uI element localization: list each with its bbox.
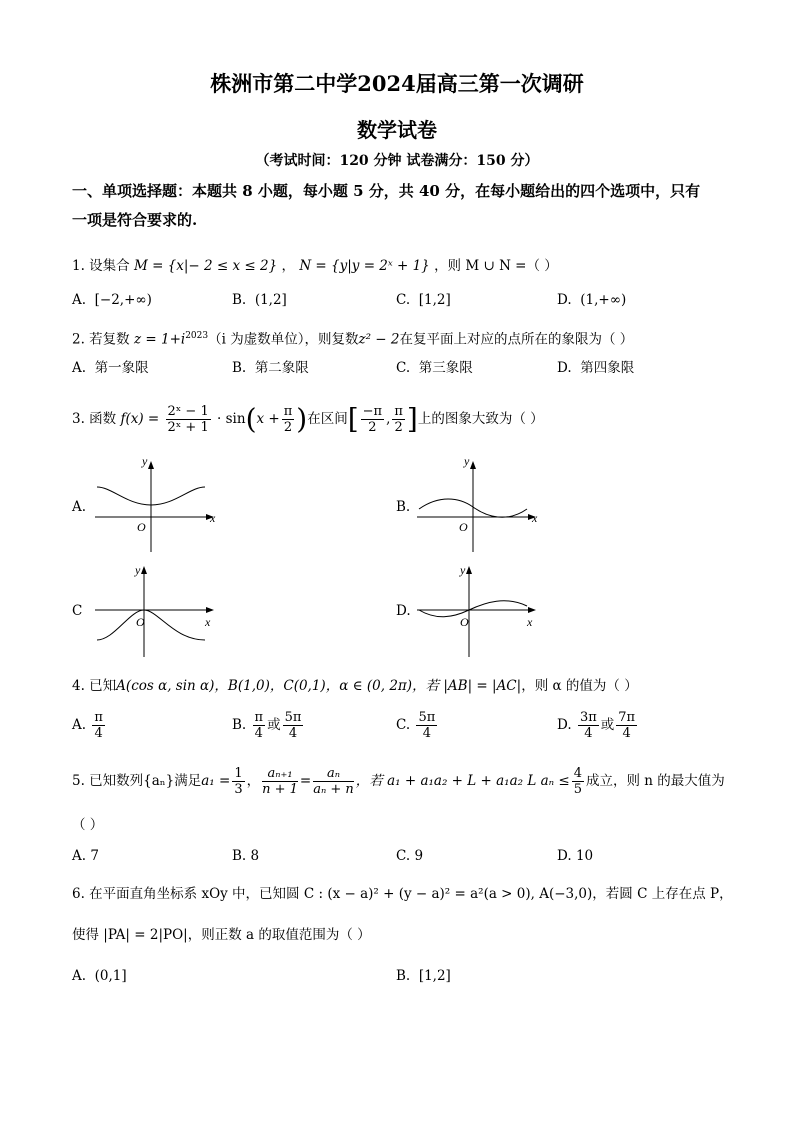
option-text: [−2,+∞) bbox=[94, 292, 152, 308]
option-or: 或 bbox=[267, 717, 281, 733]
q4-ask: ，则 α 的值为（ ） bbox=[521, 678, 638, 694]
pi-den: 2 bbox=[283, 420, 293, 435]
option-label: B. bbox=[232, 360, 247, 376]
option-or: 或 bbox=[600, 717, 615, 733]
pi-num: π bbox=[283, 404, 293, 419]
q3-fraction bbox=[166, 404, 211, 435]
option-text: 7 bbox=[90, 848, 99, 864]
q2-prefix: 2. 若复数 bbox=[72, 331, 130, 348]
option-label: B. bbox=[232, 848, 247, 864]
graph-b-label[interactable]: B. bbox=[396, 499, 411, 515]
q5-ask: 成立，则 n 的最大值为 bbox=[586, 773, 725, 789]
neg-pi-den: 2 bbox=[368, 420, 377, 435]
origin-label: O bbox=[136, 615, 145, 629]
option-frac bbox=[92, 710, 105, 741]
pos-pi-num: π bbox=[394, 404, 403, 419]
curve-c bbox=[97, 610, 205, 640]
frac-num: aₙ bbox=[313, 766, 354, 782]
frac-num: aₙ₊₁ bbox=[262, 766, 298, 782]
neg-pi-num: −π bbox=[362, 404, 383, 419]
x-label: x bbox=[527, 615, 533, 629]
q3-inner-x: x + bbox=[256, 411, 280, 427]
y-arrow bbox=[141, 566, 147, 574]
option-frac bbox=[253, 710, 266, 741]
q1-option-c[interactable] bbox=[396, 290, 451, 310]
pos-pi-den: 2 bbox=[394, 420, 403, 435]
option-text: 第三象限 bbox=[418, 360, 473, 376]
q1-option-d[interactable] bbox=[557, 290, 626, 310]
question-3 bbox=[72, 404, 544, 435]
origin-label: O bbox=[460, 615, 469, 629]
option-label: A. bbox=[72, 292, 87, 308]
option-label: A. bbox=[72, 360, 87, 376]
q3-fx: f(x) = bbox=[120, 411, 160, 427]
y-label: y bbox=[460, 563, 466, 577]
section-heading bbox=[72, 177, 732, 235]
q1-ask: ，则 M ∪ N =（ ） bbox=[434, 258, 558, 274]
y-arrow bbox=[148, 461, 154, 469]
q4-point-a: A(cos α, sin α) bbox=[116, 678, 215, 694]
option-label: B. bbox=[396, 968, 411, 984]
q5-recurrence-left bbox=[262, 766, 298, 797]
x-label: x bbox=[210, 511, 216, 525]
q1-option-b[interactable] bbox=[232, 290, 287, 310]
option-text: [1,2] bbox=[418, 292, 451, 308]
section-heading-line2: 一项是符合要求的. bbox=[72, 211, 198, 229]
y-label: y bbox=[135, 563, 141, 577]
q2-expr: z = 1+i bbox=[133, 331, 186, 348]
q3-bracket-close: ] bbox=[406, 402, 418, 436]
option-label: A. bbox=[72, 848, 87, 864]
curve-d bbox=[419, 601, 527, 617]
q1-sep: ， bbox=[281, 258, 296, 274]
option-label: D. bbox=[557, 848, 572, 864]
q3-neg-pi-half bbox=[361, 404, 384, 435]
question-2 bbox=[72, 326, 633, 350]
q4-point-b: ，B(1,0) bbox=[214, 678, 270, 694]
q5-option-a[interactable] bbox=[72, 846, 99, 866]
q3-denominator: 2ˣ + 1 bbox=[167, 420, 209, 435]
q3-comma: , bbox=[386, 411, 391, 427]
q5-option-b[interactable] bbox=[232, 846, 259, 866]
q4-option-c[interactable] bbox=[396, 710, 439, 741]
y-label: y bbox=[464, 455, 470, 468]
q1-set-n: N = {y|y = 2ˣ + 1} bbox=[299, 258, 430, 274]
frac-num: 1 bbox=[234, 766, 243, 781]
option-text: (1,2] bbox=[254, 292, 287, 308]
option-label: C. bbox=[396, 292, 411, 308]
question-1 bbox=[72, 256, 558, 276]
q4-prefix: 4. 已知 bbox=[72, 678, 117, 694]
section-heading-line1: 一、单项选择题：本题共 8 小题，每小题 5 分，共 40 分，在每小题给出的四个选项中，只有 bbox=[72, 182, 701, 200]
graph-b[interactable] bbox=[414, 455, 544, 555]
q3-ask: 上的图象大致为（ ） bbox=[417, 411, 544, 427]
q3-numerator: 2ˣ − 1 bbox=[167, 404, 209, 419]
option-label: A. bbox=[72, 717, 87, 733]
q2-mid: （i 为虚数单位），则复数 bbox=[208, 331, 359, 348]
graph-d-label[interactable]: D. bbox=[396, 603, 411, 619]
q2-ask: 在复平面上对应的点所在的象限为（ ） bbox=[399, 331, 634, 348]
question-4 bbox=[72, 676, 638, 696]
exam-subtitle: 数学试卷 bbox=[357, 118, 437, 142]
q5-option-d[interactable] bbox=[557, 846, 593, 866]
x-label: x bbox=[532, 511, 538, 525]
option-text: 第二象限 bbox=[254, 360, 309, 376]
q2-option-b[interactable] bbox=[232, 358, 309, 378]
frac-den: 4 bbox=[422, 726, 431, 741]
q4-option-b[interactable] bbox=[232, 710, 305, 741]
q6-line2: 使得 |PA| = 2|PO|，则正数 a 的取值范围为（ ） bbox=[72, 927, 371, 943]
option-text: (0,1] bbox=[94, 968, 127, 984]
x-arrow bbox=[528, 607, 536, 613]
frac-num: π bbox=[254, 710, 264, 725]
q3-paren-close: ) bbox=[296, 402, 308, 436]
exam-info: （考试时间：120 分钟 试卷满分：150 分） bbox=[255, 153, 539, 169]
option-text: 8 bbox=[250, 848, 260, 864]
option-text: 9 bbox=[414, 848, 424, 864]
graph-d-svg bbox=[414, 560, 544, 660]
y-arrow bbox=[466, 566, 472, 574]
option-label: C. bbox=[396, 360, 411, 376]
frac-den: n + 1 bbox=[262, 782, 298, 797]
option-label: A. bbox=[72, 968, 87, 984]
frac-num: 3π bbox=[579, 710, 597, 725]
option-label: C. bbox=[396, 717, 411, 733]
q4-alpha: ，α ∈ (0, 2π) bbox=[325, 678, 413, 694]
option-label: D. bbox=[557, 292, 572, 308]
option-frac-2 bbox=[616, 710, 637, 741]
option-frac bbox=[416, 710, 437, 741]
q2-option-a[interactable] bbox=[72, 358, 149, 378]
graph-c[interactable] bbox=[92, 560, 222, 660]
frac-den: 5 bbox=[573, 782, 582, 797]
q3-sin: · sin bbox=[217, 411, 246, 427]
q2-option-c[interactable] bbox=[396, 358, 473, 378]
y-arrow bbox=[470, 461, 476, 469]
frac-num: 4 bbox=[573, 766, 582, 781]
frac-den: 4 bbox=[622, 726, 631, 741]
q5-a1: a₁ = bbox=[201, 773, 231, 789]
q2-expr2: z² − 2 bbox=[358, 331, 400, 348]
frac-num: 5π bbox=[284, 710, 302, 725]
q4-point-c: ，C(0,1) bbox=[269, 678, 326, 694]
q4-option-a[interactable] bbox=[72, 710, 107, 741]
option-label: D. bbox=[557, 360, 572, 376]
x-arrow bbox=[206, 607, 214, 613]
graph-a[interactable] bbox=[92, 455, 222, 555]
option-frac bbox=[578, 710, 599, 741]
q5-option-c[interactable] bbox=[396, 846, 423, 866]
graph-b-svg bbox=[414, 455, 544, 555]
question-5 bbox=[72, 766, 725, 797]
q2-option-d[interactable] bbox=[557, 358, 634, 378]
graph-c-label[interactable]: C bbox=[72, 603, 83, 619]
q6-line1: 6. 在平面直角坐标系 xOy 中，已知圆 C : (x − a)² + (y − a)² = a²(a > 0), A(−3,0)，若圆 C 上存在点 P， bbox=[72, 886, 733, 902]
y-label: y bbox=[142, 455, 148, 468]
frac-num: π bbox=[94, 710, 103, 725]
q5-four-fifths bbox=[572, 766, 584, 797]
q1-option-a[interactable] bbox=[72, 290, 152, 310]
option-label: B. bbox=[232, 292, 247, 308]
frac-den: 4 bbox=[584, 726, 593, 741]
q1-prefix: 1. 设集合 bbox=[72, 258, 130, 274]
q5-paren: （ ） bbox=[72, 817, 104, 833]
q3-prefix: 3. 函数 bbox=[72, 411, 117, 427]
option-label: D. bbox=[557, 717, 572, 733]
q1-set-m: M = {x|− 2 ≤ x ≤ 2} bbox=[133, 258, 278, 274]
q5-sep: ， bbox=[246, 773, 261, 789]
frac-num: 7π bbox=[618, 710, 636, 725]
option-text: 第一象限 bbox=[94, 360, 149, 376]
frac-den: 3 bbox=[234, 782, 243, 797]
option-text: 10 bbox=[575, 848, 594, 864]
x-label: x bbox=[205, 615, 211, 629]
q4-option-d[interactable] bbox=[557, 710, 639, 741]
q5-eq: = bbox=[299, 773, 312, 789]
origin-label: O bbox=[459, 520, 468, 534]
option-text: 第四象限 bbox=[580, 360, 635, 376]
frac-num: 5π bbox=[418, 710, 436, 725]
frac-den: 4 bbox=[94, 726, 103, 741]
graph-a-label[interactable]: A. bbox=[72, 499, 87, 515]
origin-label: O bbox=[137, 520, 146, 534]
q6-option-a[interactable] bbox=[72, 966, 127, 986]
graph-a-svg bbox=[92, 455, 222, 555]
option-text: (1,+∞) bbox=[580, 292, 627, 308]
option-frac-2 bbox=[283, 710, 304, 741]
exam-title: 株洲市第二中学2024届高三第一次调研 bbox=[210, 71, 584, 96]
q5-condition: ，若 a₁ + a₁a₂ + L + a₁a₂ L aₙ ≤ bbox=[355, 773, 570, 789]
option-label: B. bbox=[232, 717, 247, 733]
q3-pi-half bbox=[282, 404, 295, 435]
q3-paren-open: ( bbox=[245, 402, 257, 436]
q2-exponent: 2023 bbox=[185, 331, 209, 341]
option-text: [1,2] bbox=[418, 968, 451, 984]
q5-one-third bbox=[232, 766, 244, 797]
q5-prefix: 5. 已知数列{aₙ}满足 bbox=[72, 773, 202, 789]
q3-bracket-open: [ bbox=[347, 402, 359, 436]
frac-den: 4 bbox=[254, 726, 263, 741]
q6-option-b[interactable] bbox=[396, 966, 451, 986]
q5-recurrence-right bbox=[313, 766, 354, 797]
q4-condition: ，若 |AB| = |AC| bbox=[412, 678, 522, 694]
frac-den: aₙ + n bbox=[313, 782, 354, 797]
graph-d[interactable] bbox=[414, 560, 544, 660]
q3-pos-pi-half bbox=[392, 404, 405, 435]
graph-c-svg bbox=[92, 560, 222, 660]
q3-mid: 在区间 bbox=[307, 411, 348, 427]
option-label: C. bbox=[396, 848, 411, 864]
frac-den: 4 bbox=[288, 726, 298, 741]
